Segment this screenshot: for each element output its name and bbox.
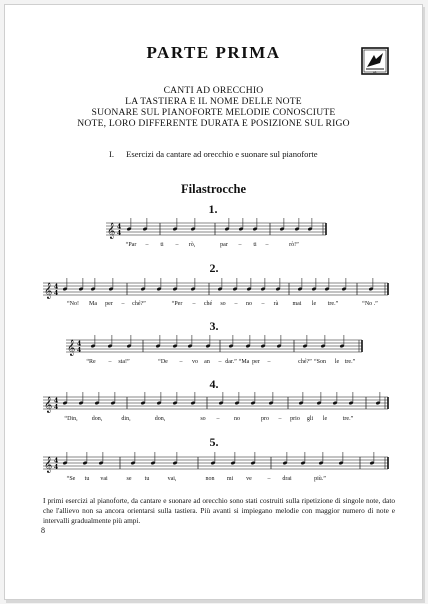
lyric-syllable: so — [220, 301, 226, 307]
lyric-syllable: rà — [273, 301, 279, 307]
lyric-syllable: – — [145, 242, 149, 248]
lyric-syllable: ché — [203, 301, 213, 307]
treble-clef-icon: 𝄞 — [44, 397, 53, 413]
page-number: 8 — [41, 526, 45, 535]
lyric-syllable: ché?” — [132, 301, 146, 307]
treble-clef-icon: 𝄞 — [44, 457, 53, 473]
lyric-syllable: tre.” — [344, 359, 356, 365]
lyric-syllable: – — [278, 416, 282, 422]
lyric-syllable: ché?” — [298, 359, 312, 365]
lyric-syllable: “Son — [314, 359, 326, 365]
treble-clef-icon: 𝄞 — [107, 223, 116, 239]
lyric-syllable: ve — [246, 476, 252, 482]
exercise-number: 1. — [208, 202, 218, 216]
lyric-syllable: “Par — [125, 242, 137, 248]
lyric-syllable: par — [220, 242, 228, 248]
lyric-syllable: – — [267, 359, 271, 365]
time-signature: 4 — [54, 457, 59, 465]
lyric-syllable: tre.” — [327, 301, 339, 307]
time-signature: 4 — [77, 346, 82, 354]
lyric-syllable: “De — [158, 359, 168, 365]
lyric-syllable: – — [261, 301, 265, 307]
time-signature: 4 — [117, 229, 122, 237]
lyric-syllable: più.” — [314, 476, 326, 482]
time-signature: 4 — [54, 463, 59, 471]
lyric-syllable: ti — [253, 242, 257, 248]
lyric-syllable: – — [192, 301, 196, 307]
lyric-syllable: “No! — [67, 301, 79, 307]
time-signature: 4 — [54, 397, 59, 405]
lyric-syllable: – — [175, 242, 179, 248]
lyric-syllable: – — [121, 301, 125, 307]
svg-text:ed.: ed. — [372, 71, 378, 74]
lyric-syllable: vai — [100, 476, 108, 482]
lyric-syllable: no — [246, 301, 252, 307]
lyric-syllable: le — [322, 416, 328, 422]
lyric-syllable: le — [311, 301, 317, 307]
time-signature: 4 — [54, 289, 59, 297]
lyric-syllable: “Ma — [238, 359, 250, 365]
lyric-syllable: – — [238, 242, 242, 248]
subtitle-line: CANTI AD ORECCHIO — [163, 85, 264, 96]
subtitle-line: SUONARE SUL PIANOFORTE MELODIE CONOSCIUTE — [91, 107, 336, 118]
lyric-syllable: – — [179, 359, 183, 365]
lyric-syllable: – — [234, 301, 238, 307]
lyric-syllable: don, — [91, 416, 103, 422]
lyric-syllable: tu — [144, 476, 150, 482]
lyric-syllable: no — [234, 416, 240, 422]
lyric-syllable: ti — [160, 242, 164, 248]
exercise-number: 5. — [209, 435, 219, 449]
lyric-syllable: “Se — [66, 476, 76, 482]
lyric-syllable: “Per — [171, 301, 183, 307]
lyric-syllable: “Re — [86, 359, 96, 365]
treble-clef-icon: 𝄞 — [44, 283, 53, 299]
lyric-syllable: rò!” — [289, 242, 299, 248]
lyric-syllable: vai, — [167, 476, 177, 482]
lyric-syllable: prio — [290, 416, 300, 422]
lyric-syllable: mi — [226, 476, 234, 482]
body-paragraph: I primi esercizi al pianoforte, da cantare e suonare ad orecchio sono stati costruiti sulla ripetizione di singole note, dato che l'allievo non sa ancora orientarsi sulla tastiera. Più avanti si impiegano melodie con maggior numero di note e intervalli gradualmente più ampi. — [43, 496, 395, 525]
lyric-syllable: se — [126, 476, 132, 482]
time-signature: 4 — [54, 403, 59, 411]
lyric-syllable: le — [334, 359, 340, 365]
lyric-syllable: drai — [282, 476, 292, 482]
section-title: Esercizi da cantare ad orecchio e suonare sul pianoforte — [126, 149, 318, 159]
lyric-syllable: tu — [84, 476, 90, 482]
lyric-syllable: rò, — [188, 242, 196, 248]
lyric-syllable: tre.” — [342, 416, 354, 422]
lyric-syllable: “No .” — [362, 301, 378, 307]
lyric-syllable: – — [265, 242, 269, 248]
time-signature: 4 — [54, 283, 59, 291]
page-title: PARTE PRIMA — [146, 43, 281, 62]
lyric-syllable: din, — [121, 416, 131, 422]
lyric-syllable: an — [204, 359, 210, 365]
lyric-syllable: – — [267, 476, 271, 482]
lyric-syllable: – — [216, 416, 220, 422]
lyric-syllable: dar.” — [225, 359, 237, 365]
exercise-number: 2. — [209, 261, 219, 275]
lyric-syllable: per — [252, 359, 260, 365]
lyric-syllable: mai — [292, 301, 302, 307]
time-signature: 4 — [77, 340, 82, 348]
lyric-syllable: so — [200, 416, 206, 422]
exercise-number: 3. — [209, 319, 219, 333]
score-page — [4, 4, 423, 600]
lyric-syllable: – — [108, 359, 112, 365]
lyric-syllable: – — [218, 359, 222, 365]
lyric-syllable: vo — [192, 359, 198, 365]
subtitle-line: NOTE, LORO DIFFERENTE DURATA E POSIZIONE SUL RIGO — [77, 118, 350, 129]
time-signature: 4 — [117, 223, 122, 231]
lyric-syllable: pro — [261, 416, 269, 422]
lyric-syllable: Ma — [89, 301, 97, 307]
lyric-syllable: gli — [306, 416, 314, 422]
lyric-syllable: “Din, — [64, 416, 78, 422]
section-number: I. — [109, 149, 115, 159]
subsection-heading: Filastrocche — [180, 182, 247, 196]
subtitle-line: LA TASTIERA E IL NOME DELLE NOTE — [125, 96, 302, 107]
treble-clef-icon: 𝄞 — [67, 340, 76, 356]
exercise-number: 4. — [209, 377, 219, 391]
lyric-syllable: don, — [154, 416, 166, 422]
lyric-syllable: sta!” — [118, 359, 130, 365]
lyric-syllable: non — [205, 476, 215, 482]
lyric-syllable: per — [105, 301, 113, 307]
